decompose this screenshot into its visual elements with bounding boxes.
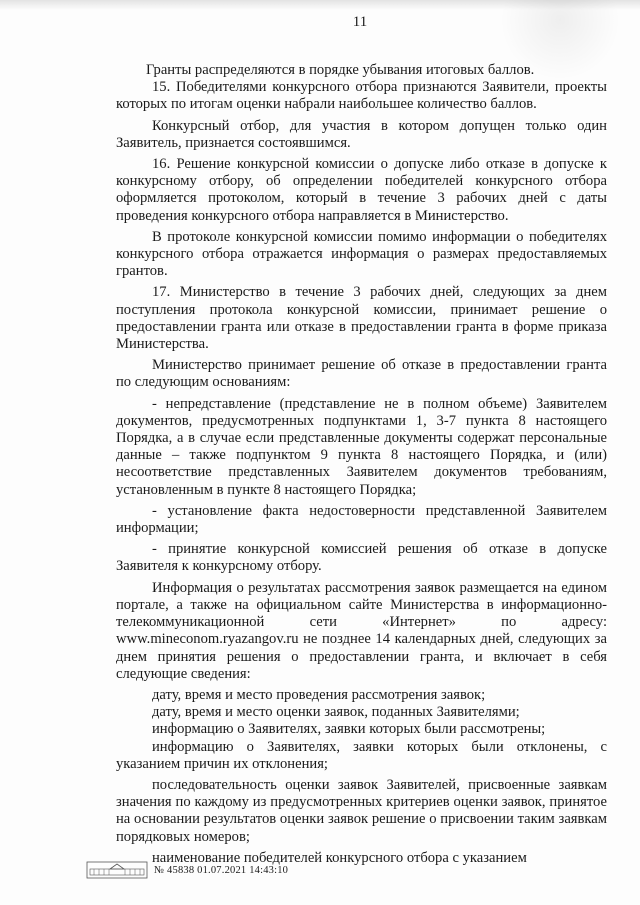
list-item: - непредставление (представление не в полном объеме) Заявителем документов, предусмотренных подпунктами 1, 3-7 пункта 8 настоящего Порядка, а в случае если представленные документы содержат персональные данные – также подпунктом 9 пункта 8 настоящего Порядка, и (или) несоответствие представленных Заявителем документов требованиям, установленным в пункте 8 настоящего Порядка; (116, 395, 607, 498)
registry-stamp-icon (86, 860, 148, 880)
paragraph: 17. Министерство в течение 3 рабочих дней, следующих за днем поступления протокола конкурсной комиссии, принимает решение о предоставлении гранта или отказе в предоставлении гранта в форме приказа Министерства. (116, 284, 607, 353)
list-item: последовательность оценки заявок Заявителей, присвоенные заявкам значения по каждому из предусмотренных критериев оценки заявок, принятое на основании результатов оценки заявок решение о присвоении таким заявкам порядковых номеров; (116, 776, 607, 845)
list-item: информацию о Заявителях, заявки которых были рассмотрены; (152, 721, 546, 738)
registration-stamp: № 45838 01.07.2021 14:43:10 (154, 865, 289, 876)
scan-shadow (0, 0, 640, 10)
paragraph: Гранты распределяются в порядке убывания итоговых баллов. (146, 62, 535, 78)
paragraph: Конкурсный отбор, для участия в котором допущен только один Заявитель, признается состоявшимся. (116, 117, 607, 151)
page-number: 11 (352, 14, 368, 30)
list-item: информацию о Заявителях, заявки которых были отклонены, с указанием причин их отклонения; (116, 738, 607, 772)
paragraph: Министерство принимает решение об отказе в предоставлении гранта по следующим основаниям: (116, 357, 607, 391)
paragraph: В протоколе конкурсной комиссии помимо информации о победителях конкурсного отбора отражается информация о размерах предоставляемых грантов. (116, 228, 607, 280)
paragraph: 16. Решение конкурсной комиссии о допуске либо отказе в допуске к конкурсному отбору, об определении победителей конкурсного отбора оформляется протоколом, который в течение 3 рабочих дней с даты проведения конкурсного отбора направляется в Министерство. (116, 156, 607, 224)
document-footer (86, 860, 386, 882)
paragraph: 15. Победителями конкурсного отбора признаются Заявители, проекты которых по итогам оценки набрали наибольшее количество баллов. (116, 79, 607, 113)
list-item: - принятие конкурсной комиссией решения об отказе в допуске Заявителя к конкурсному отбору. (116, 541, 607, 575)
list-item: дату, время и место оценки заявок, поданных Заявителями; (152, 704, 520, 721)
list-item: - установление факта недостоверности представленной Заявителем информации; (116, 502, 607, 537)
document-body (116, 62, 607, 867)
list-item: наименование победителей конкурсного отбора с указанием (152, 849, 527, 866)
list-item: дату, время и место проведения рассмотрения заявок; (152, 686, 486, 703)
paragraph: Информация о результатах рассмотрения заявок размещается на едином портале, а также на официальном сайте Министерства в информационно-телекоммуникационной сети «Интернет» по адресу: www.mineconom.ryazangov.ru не позднее 14 календарных дней, следующих за днем принятия решения о предоставлении гранта, и включает в себя следующие сведения: (116, 579, 607, 682)
